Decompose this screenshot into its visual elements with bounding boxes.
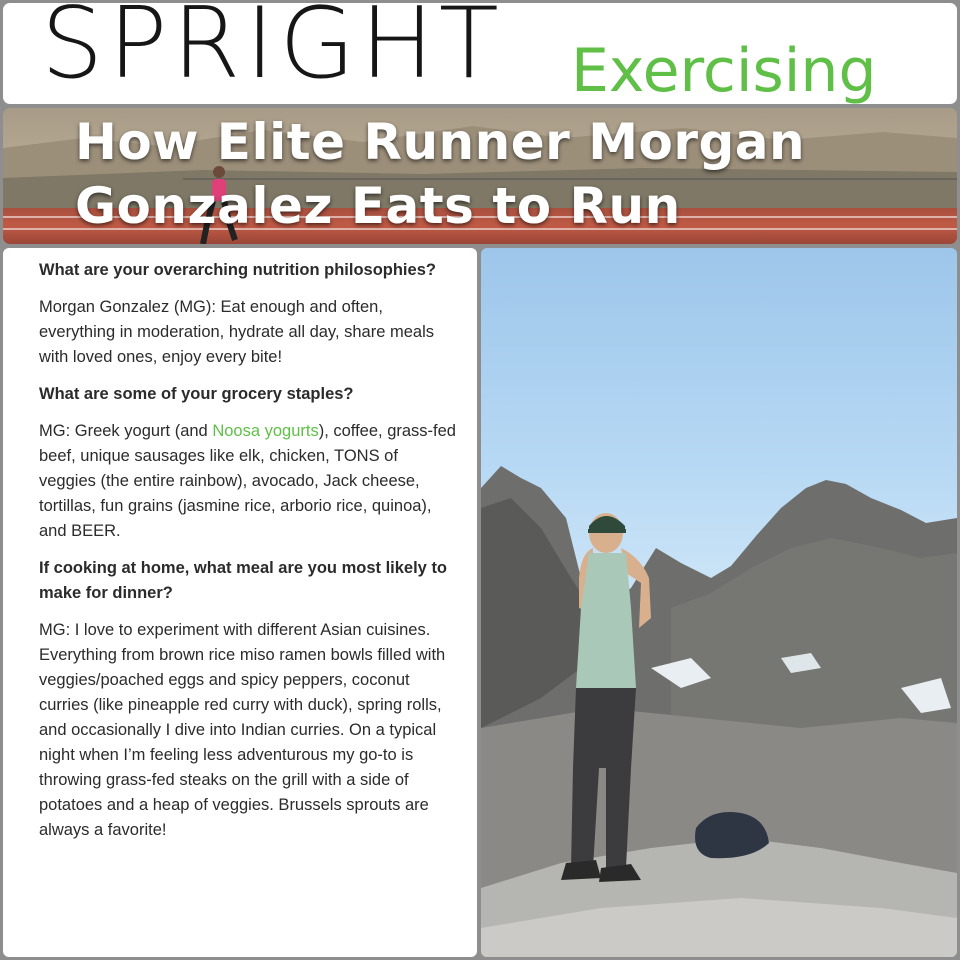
- site-header: [3, 3, 957, 104]
- answer-3: MG: I love to experiment with different Asian cuisines. Everything from brown rice miso ramen bowls filled with veggies/poached eggs and spicy peppers, coconut curries (like pineapple red curry with duck), spring rolls, and occasionally I dive into Indian curries. On a typical night when I’m feeling less adventurous my go-to is throwing grass-fed steaks on the grill with a side of potatoes and a heap of veggies. Brussels sprouts are always a favorite!: [39, 621, 446, 839]
- hero-banner: [3, 108, 957, 244]
- brand-logo[interactable]: SPRIGHT: [41, 3, 504, 101]
- mountain-scene-illustration: [481, 248, 957, 957]
- noosa-yogurts-link[interactable]: Noosa yogurts: [212, 422, 319, 440]
- answer-2-text-start: MG: Greek yogurt (and: [39, 422, 213, 440]
- headline-line-1: How Elite Runner Morgan: [75, 113, 806, 171]
- answer-2-text-end: ), coffee, grass-fed beef, unique sausages like elk, chicken, TONS of veggies (the entire rainbow), avocado, Jack cheese, tortillas, fun grains (jasmine rice, arborio rice, quinoa), and BEER.: [39, 422, 456, 540]
- article-headline: [75, 110, 955, 238]
- question-2: What are some of your grocery staples?: [39, 385, 354, 403]
- answer-2: [39, 419, 459, 544]
- answer-1: Morgan Gonzalez (MG): Eat enough and often, everything in moderation, hydrate all day, share meals with loved ones, enjoy every bite!: [39, 298, 434, 366]
- headline-line-2: Gonzalez Eats to Run: [75, 177, 681, 235]
- question-1: What are your overarching nutrition philosophies?: [39, 261, 436, 279]
- article-body: [3, 248, 477, 957]
- question-3: If cooking at home, what meal are you most likely to make for dinner?: [39, 559, 448, 602]
- runner-photo: [481, 248, 957, 957]
- section-label[interactable]: Exercising: [571, 36, 877, 104]
